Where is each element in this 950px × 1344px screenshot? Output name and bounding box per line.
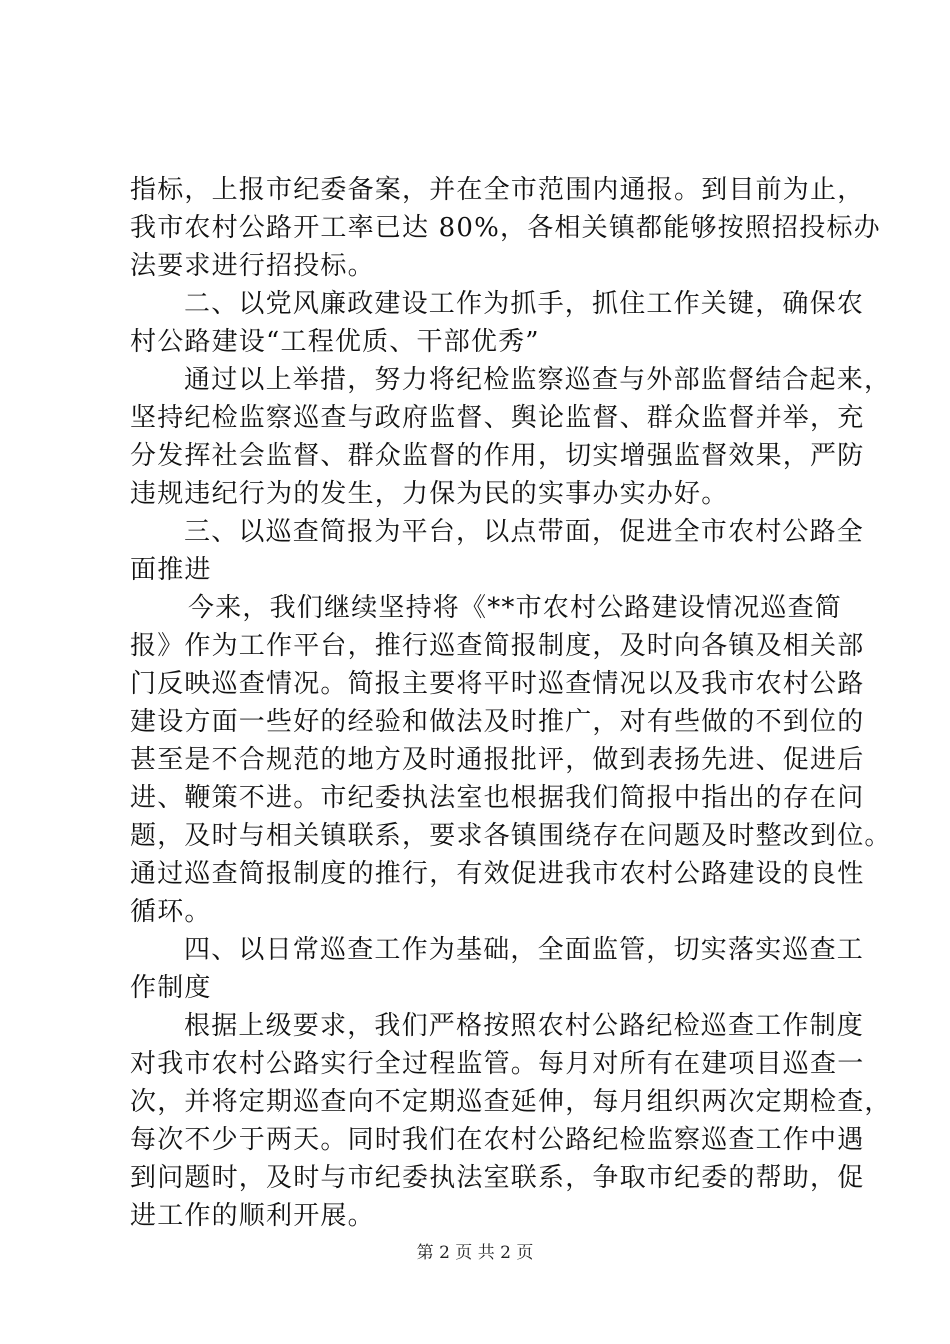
body-line: 建设方面一些好的经验和做法及时推广，对有些做的不到位的	[130, 707, 865, 737]
section-heading-3-cont: 面推进	[130, 555, 212, 585]
body-line: 每次不少于两天。同时我们在农村公路纪检监察巡查工作中遇	[130, 1125, 865, 1155]
body-line: 指标，上报市纪委备案，并在全市范围内通报。到目前为止，	[130, 175, 865, 205]
body-line: 题，及时与相关镇联系，要求各镇围绕存在问题及时整改到位。	[130, 821, 892, 851]
paragraph-start: 根据上级要求，我们严格按照农村公路纪检巡查工作制度	[184, 1011, 865, 1041]
section-heading-2: 二、以党风廉政建设工作为抓手，抓住工作关键，确保农	[184, 289, 865, 319]
body-line: 通过巡查简报制度的推行，有效促进我市农村公路建设的良性	[130, 859, 865, 889]
body-line: 坚持纪检监察巡查与政府监督、舆论监督、群众监督并举，充	[130, 403, 865, 433]
body-line: 门反映巡查情况。简报主要将平时巡查情况以及我市农村公路	[130, 669, 865, 699]
section-heading-4-cont: 作制度	[130, 973, 212, 1003]
body-line: 到问题时，及时与市纪委执法室联系，争取市纪委的帮助，促	[130, 1163, 865, 1193]
document-body	[130, 171, 892, 1235]
body-line: 进、鞭策不进。市纪委执法室也根据我们简报中指出的存在问	[130, 783, 865, 813]
section-heading-4: 四、以日常巡查工作为基础，全面监管，切实落实巡查工	[184, 935, 865, 965]
body-line: 循环。	[130, 897, 212, 927]
body-line: 进工作的顺利开展。	[130, 1201, 375, 1231]
body-line: 报》作为工作平台，推行巡查简报制度，及时向各镇及相关部	[130, 631, 865, 661]
body-line: 违规违纪行为的发生，力保为民的实事办实办好。	[130, 479, 729, 509]
section-heading-3: 三、以巡查简报为平台，以点带面，促进全市农村公路全	[184, 517, 865, 547]
paragraph-start: 今来，我们继续坚持将《**市农村公路建设情况巡查简	[188, 593, 843, 623]
body-line: 甚至是不合规范的地方及时通报批评，做到表扬先进、促进后	[130, 745, 865, 775]
page-footer: 第 2 页 共 2 页	[416, 1243, 534, 1263]
body-line: 次，并将定期巡查向不定期巡查延伸，每月组织两次定期检查，	[130, 1087, 892, 1117]
body-line: 法要求进行招投标。	[130, 251, 375, 281]
section-heading-2-cont: 村公路建设“工程优质、干部优秀”	[130, 327, 540, 357]
paragraph-start: 通过以上举措，努力将纪检监察巡查与外部监督结合起来，	[184, 365, 892, 395]
body-line: 对我市农村公路实行全过程监管。每月对所有在建项目巡查一	[130, 1049, 865, 1079]
body-line: 分发挥社会监督、群众监督的作用，切实增强监督效果，严防	[130, 441, 865, 471]
body-line: 我市农村公路开工率已达 80%，各相关镇都能够按照招投标办	[130, 213, 881, 243]
